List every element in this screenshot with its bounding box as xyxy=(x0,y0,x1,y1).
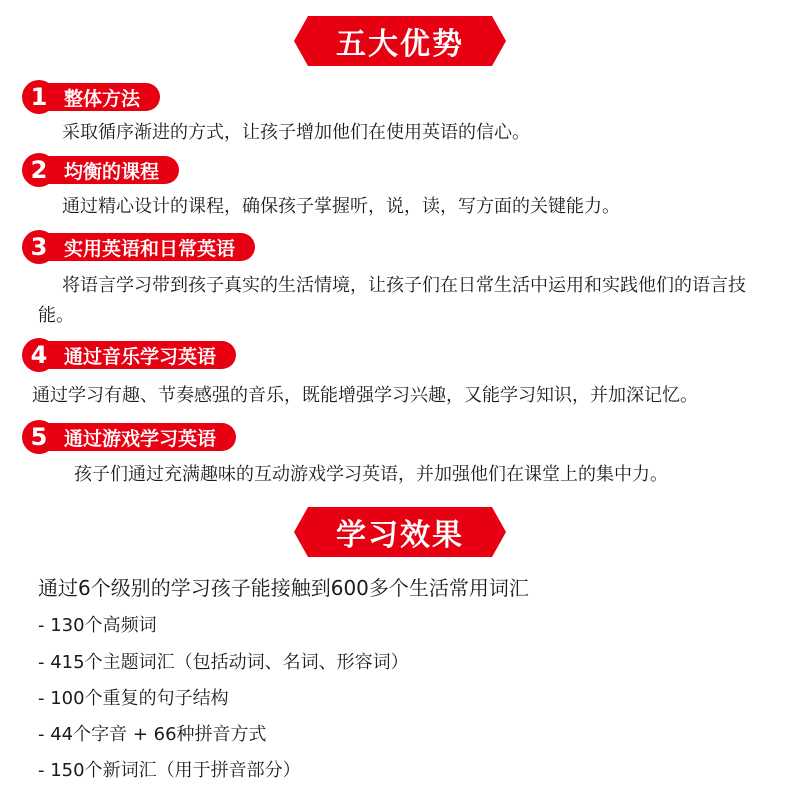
advantage-description: 通过精心设计的课程，确保孩子掌握听，说，读，写方面的关键能力。 xyxy=(62,196,620,217)
advantage-title: 实用英语和日常英语 xyxy=(44,233,255,261)
advantage-description: 将语言学习带到孩子真实的生活情境，让孩子们在日常生活中运用和实践他们的语言技能。 xyxy=(38,275,746,326)
number-badge: 3 xyxy=(22,230,56,264)
effects-list-item: - 100个重复的句子结构 xyxy=(38,688,229,709)
effects-lead: 通过6个级别的学习孩子能接触到600多个生活常用词汇 xyxy=(38,576,529,600)
section-title: 五大优势 xyxy=(336,27,464,62)
number-badge: 5 xyxy=(22,420,56,454)
advantage-title: 通过音乐学习英语 xyxy=(44,341,236,369)
section-title: 学习效果 xyxy=(336,518,464,553)
effects-list-item: - 150个新词汇（用于拼音部分） xyxy=(38,760,301,781)
advantage-title: 整体方法 xyxy=(44,83,160,111)
number-badge: 4 xyxy=(22,338,56,372)
advantage-description: 孩子们通过充满趣味的互动游戏学习英语，并加强他们在课堂上的集中力。 xyxy=(74,464,668,485)
section-banner-effects xyxy=(294,507,506,557)
section-banner-advantages xyxy=(294,16,506,66)
effects-list-item: - 44个字音 + 66种拼音方式 xyxy=(38,724,267,745)
advantage-title: 均衡的课程 xyxy=(44,156,179,184)
effects-list-item: - 130个高频词 xyxy=(38,615,157,636)
advantage-title: 通过游戏学习英语 xyxy=(44,423,236,451)
number-badge: 1 xyxy=(22,80,56,114)
advantage-description: 通过学习有趣、节奏感强的音乐，既能增强学习兴趣，又能学习知识，并加深记忆。 xyxy=(32,385,698,406)
effects-list-item: - 415个主题词汇（包括动词、名词、形容词） xyxy=(38,652,409,673)
advantage-description: 采取循序渐进的方式，让孩子增加他们在使用英语的信心。 xyxy=(62,122,530,143)
number-badge: 2 xyxy=(22,153,56,187)
